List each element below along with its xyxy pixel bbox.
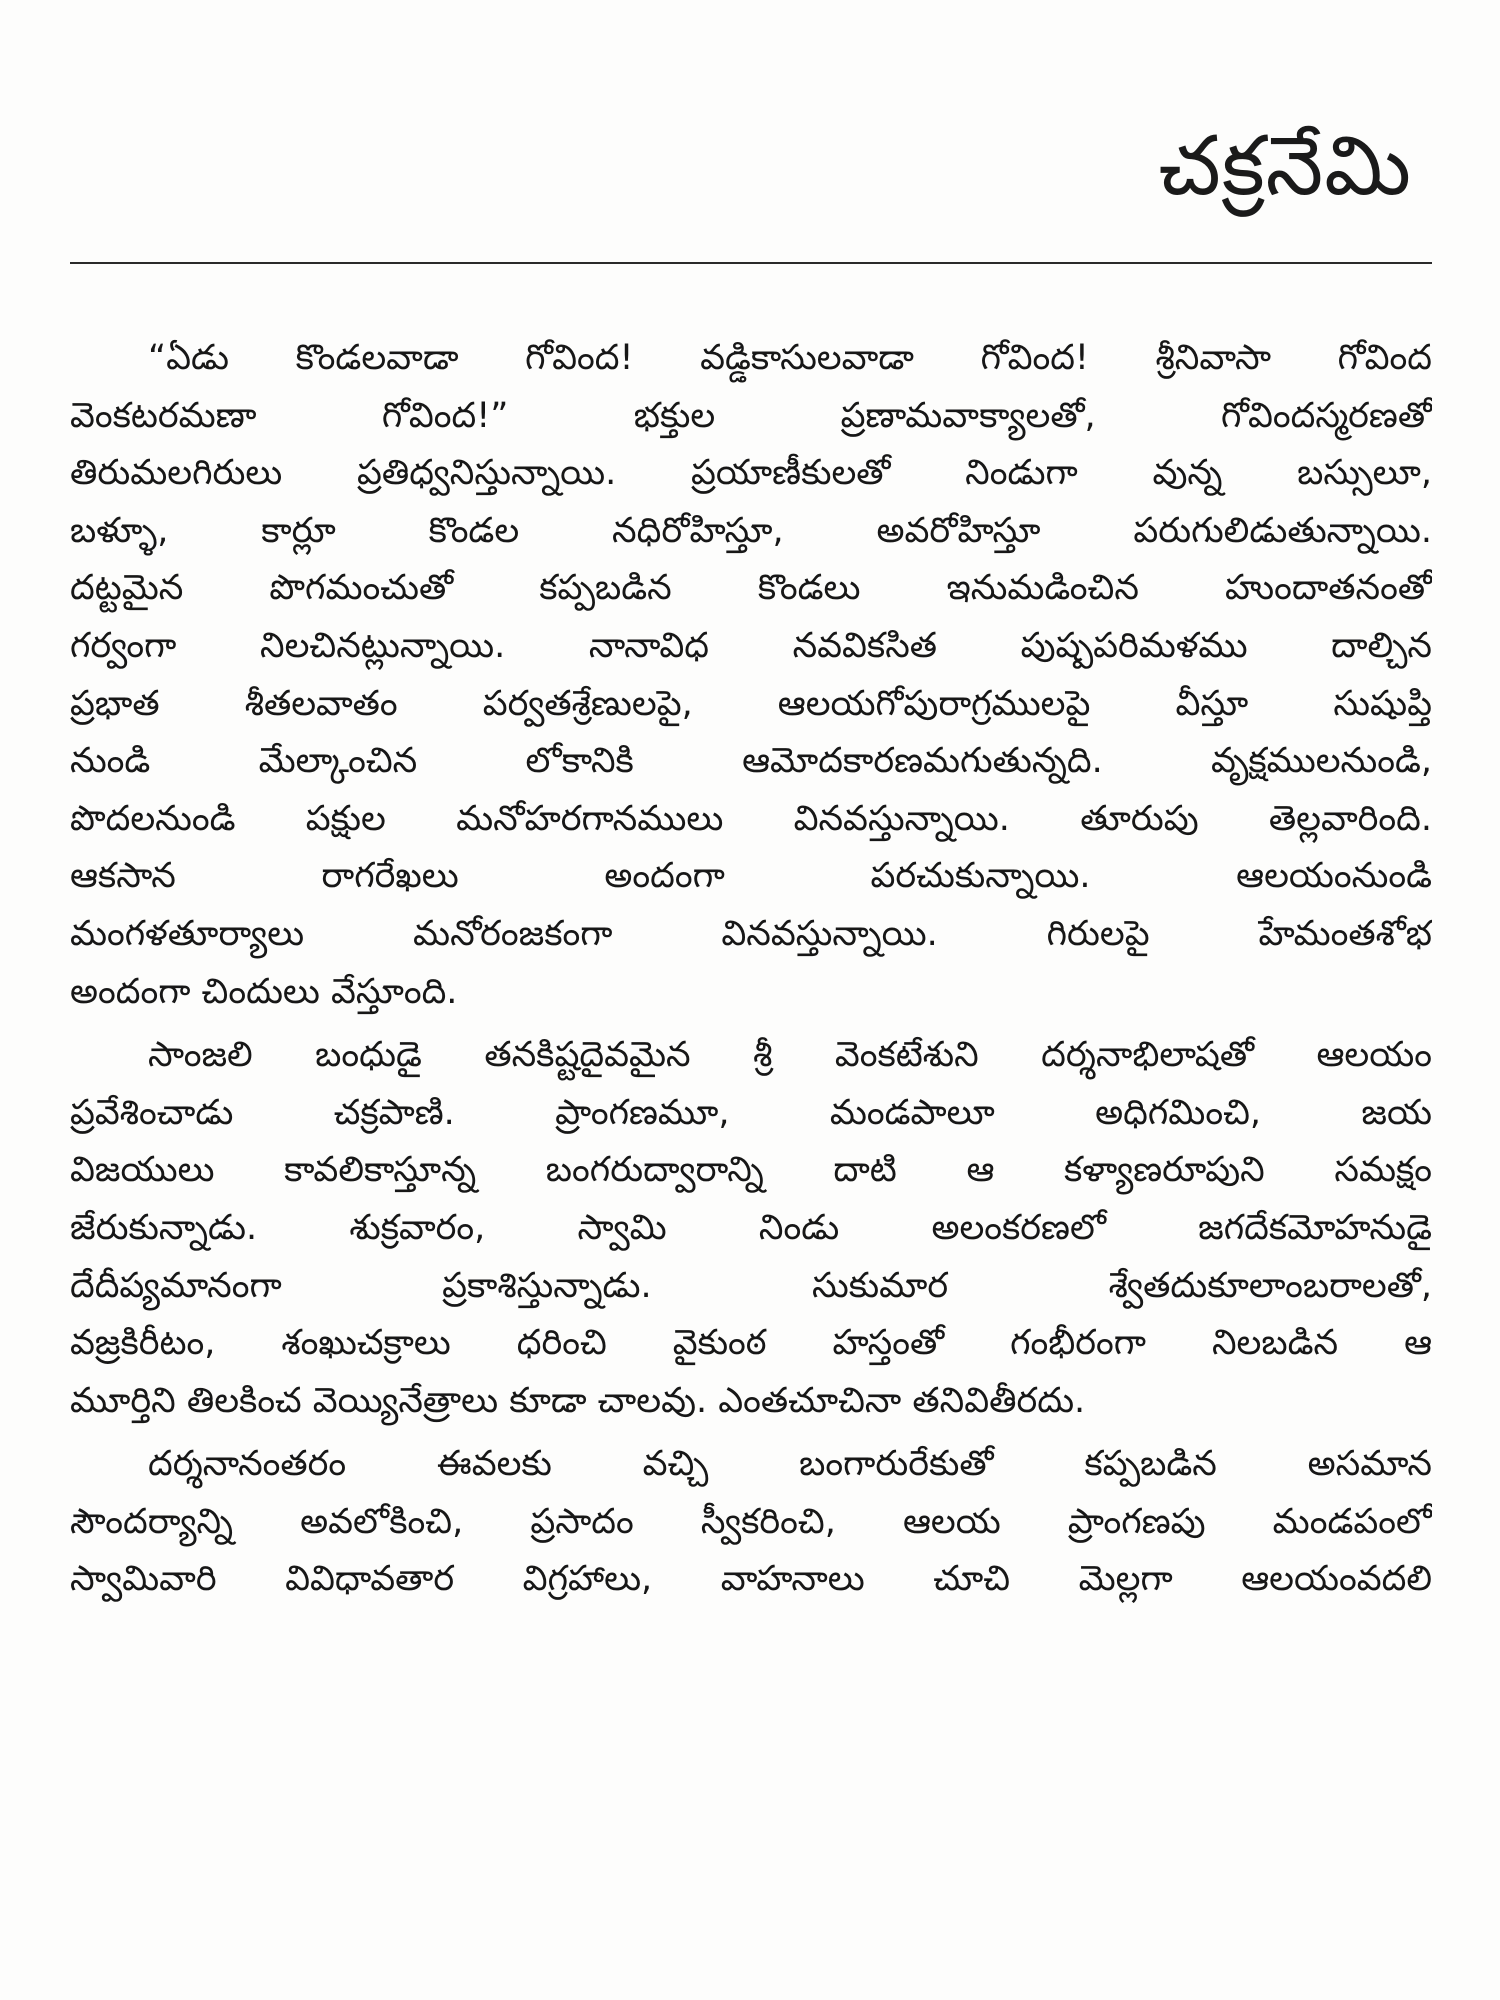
paragraph-2	[70, 1027, 1432, 1430]
text-line: దట్టమైన పొగమంచుతో కప్పబడిన కొండలు ఇనుమడించిన హుందాతనంతో	[70, 568, 1432, 609]
text-line: సౌందర్యాన్ని అవలోకించి, ప్రసాదం స్వీకరించి, ఆలయ ప్రాంగణపు మండపంలో	[70, 1501, 1432, 1542]
text-line: దేదీప్యమానంగా ప్రకాశిస్తున్నాడు. సుకుమార శ్వేతదుకూలాంబరాలతో,	[70, 1265, 1432, 1306]
text-line: సాంజలి బంధుడై తనకిష్టదైవమైన శ్రీ వెంకటేశుని దర్శనాభిలాషతో ఆలయం	[148, 1035, 1432, 1076]
text-line: జేరుకున్నాడు. శుక్రవారం, స్వామి నిండు అలంకరణలో జగదేకమోహనుడై	[70, 1207, 1432, 1248]
paragraph-3	[70, 1436, 1432, 1609]
text-line: “ఏడు కొండలవాడా గోవింద! వడ్డికాసులవాడా గోవింద! శ్రీనివాసా గోవింద	[148, 338, 1432, 378]
text-line: ప్రభాత శీతలవాతం పర్వతశ్రేణులపై, ఆలయగోపురాగ్రములపై వీస్తూ సుషుప్తి	[70, 683, 1432, 724]
text-line: అందంగా చిందులు వేస్తూంది.	[70, 971, 458, 1012]
text-line: ఆకసాన రాగరేఖలు అందంగా పరచుకున్నాయి. ఆలయంనుండి	[70, 856, 1432, 897]
text-line: మూర్తిని తిలకించ వెయ్యినేత్రాలు కూడా చాలవు. ఎంతచూచినా తనివితీరదు.	[70, 1380, 1086, 1421]
paragraph-1	[70, 330, 1432, 1021]
text-line: వెంకటరమణా గోవింద!” భక్తుల ప్రణామవాక్యాలతో, గోవిందస్మరణతో	[70, 395, 1432, 436]
text-line: స్వామివారి వివిధావతార విగ్రహాలు, వాహనాలు చూచి మెల్లగా ఆలయంవదలి	[70, 1559, 1432, 1600]
page-title: చక్రనేమి	[1158, 119, 1412, 214]
title-divider	[70, 262, 1432, 264]
text-line: తిరుమలగిరులు ప్రతిధ్వనిస్తున్నాయి. ప్రయాణీకులతో నిండుగా వున్న బస్సులూ,	[70, 453, 1432, 494]
text-line: గర్వంగా నిలచినట్లున్నాయి. నానావిధ నవవికసిత పుష్పపరిమళము దాల్చిన	[70, 625, 1432, 666]
text-line: వజ్రకిరీటం, శంఖుచక్రాలు ధరించి వైకుంఠ హస్తంతో గంభీరంగా నిలబడిన ఆ	[70, 1323, 1432, 1364]
text-line: బళ్ళూ, కార్లూ కొండల నధిరోహిస్తూ, అవరోహిస్తూ పరుగులిడుతున్నాయి.	[70, 510, 1432, 551]
text-line: నుండి మేల్కాంచిన లోకానికి ఆమోదకారణమగుతున్నది. వృక్షములనుండి,	[70, 741, 1432, 782]
text-line: దర్శనానంతరం ఈవలకు వచ్చి బంగారురేకుతో కప్పబడిన అసమాన	[148, 1444, 1432, 1485]
text-line: విజయులు కావలికాస్తూన్న బంగరుద్వారాన్ని దాటి ఆ కళ్యాణరూపుని సమక్షం	[70, 1150, 1432, 1191]
text-line: మంగళతూర్యాలు మనోరంజకంగా వినవస్తున్నాయి. గిరులపై హేమంతశోభ	[70, 913, 1432, 954]
text-line: ప్రవేశించాడు చక్రపాణి. ప్రాంగణమూ, మండపాలూ అధిగమించి, జయ	[70, 1092, 1432, 1133]
body-text	[70, 330, 1432, 1609]
text-line: పొదలనుండి పక్షుల మనోహరగానములు వినవస్తున్నాయి. తూరుపు తెల్లవారింది.	[70, 798, 1432, 839]
